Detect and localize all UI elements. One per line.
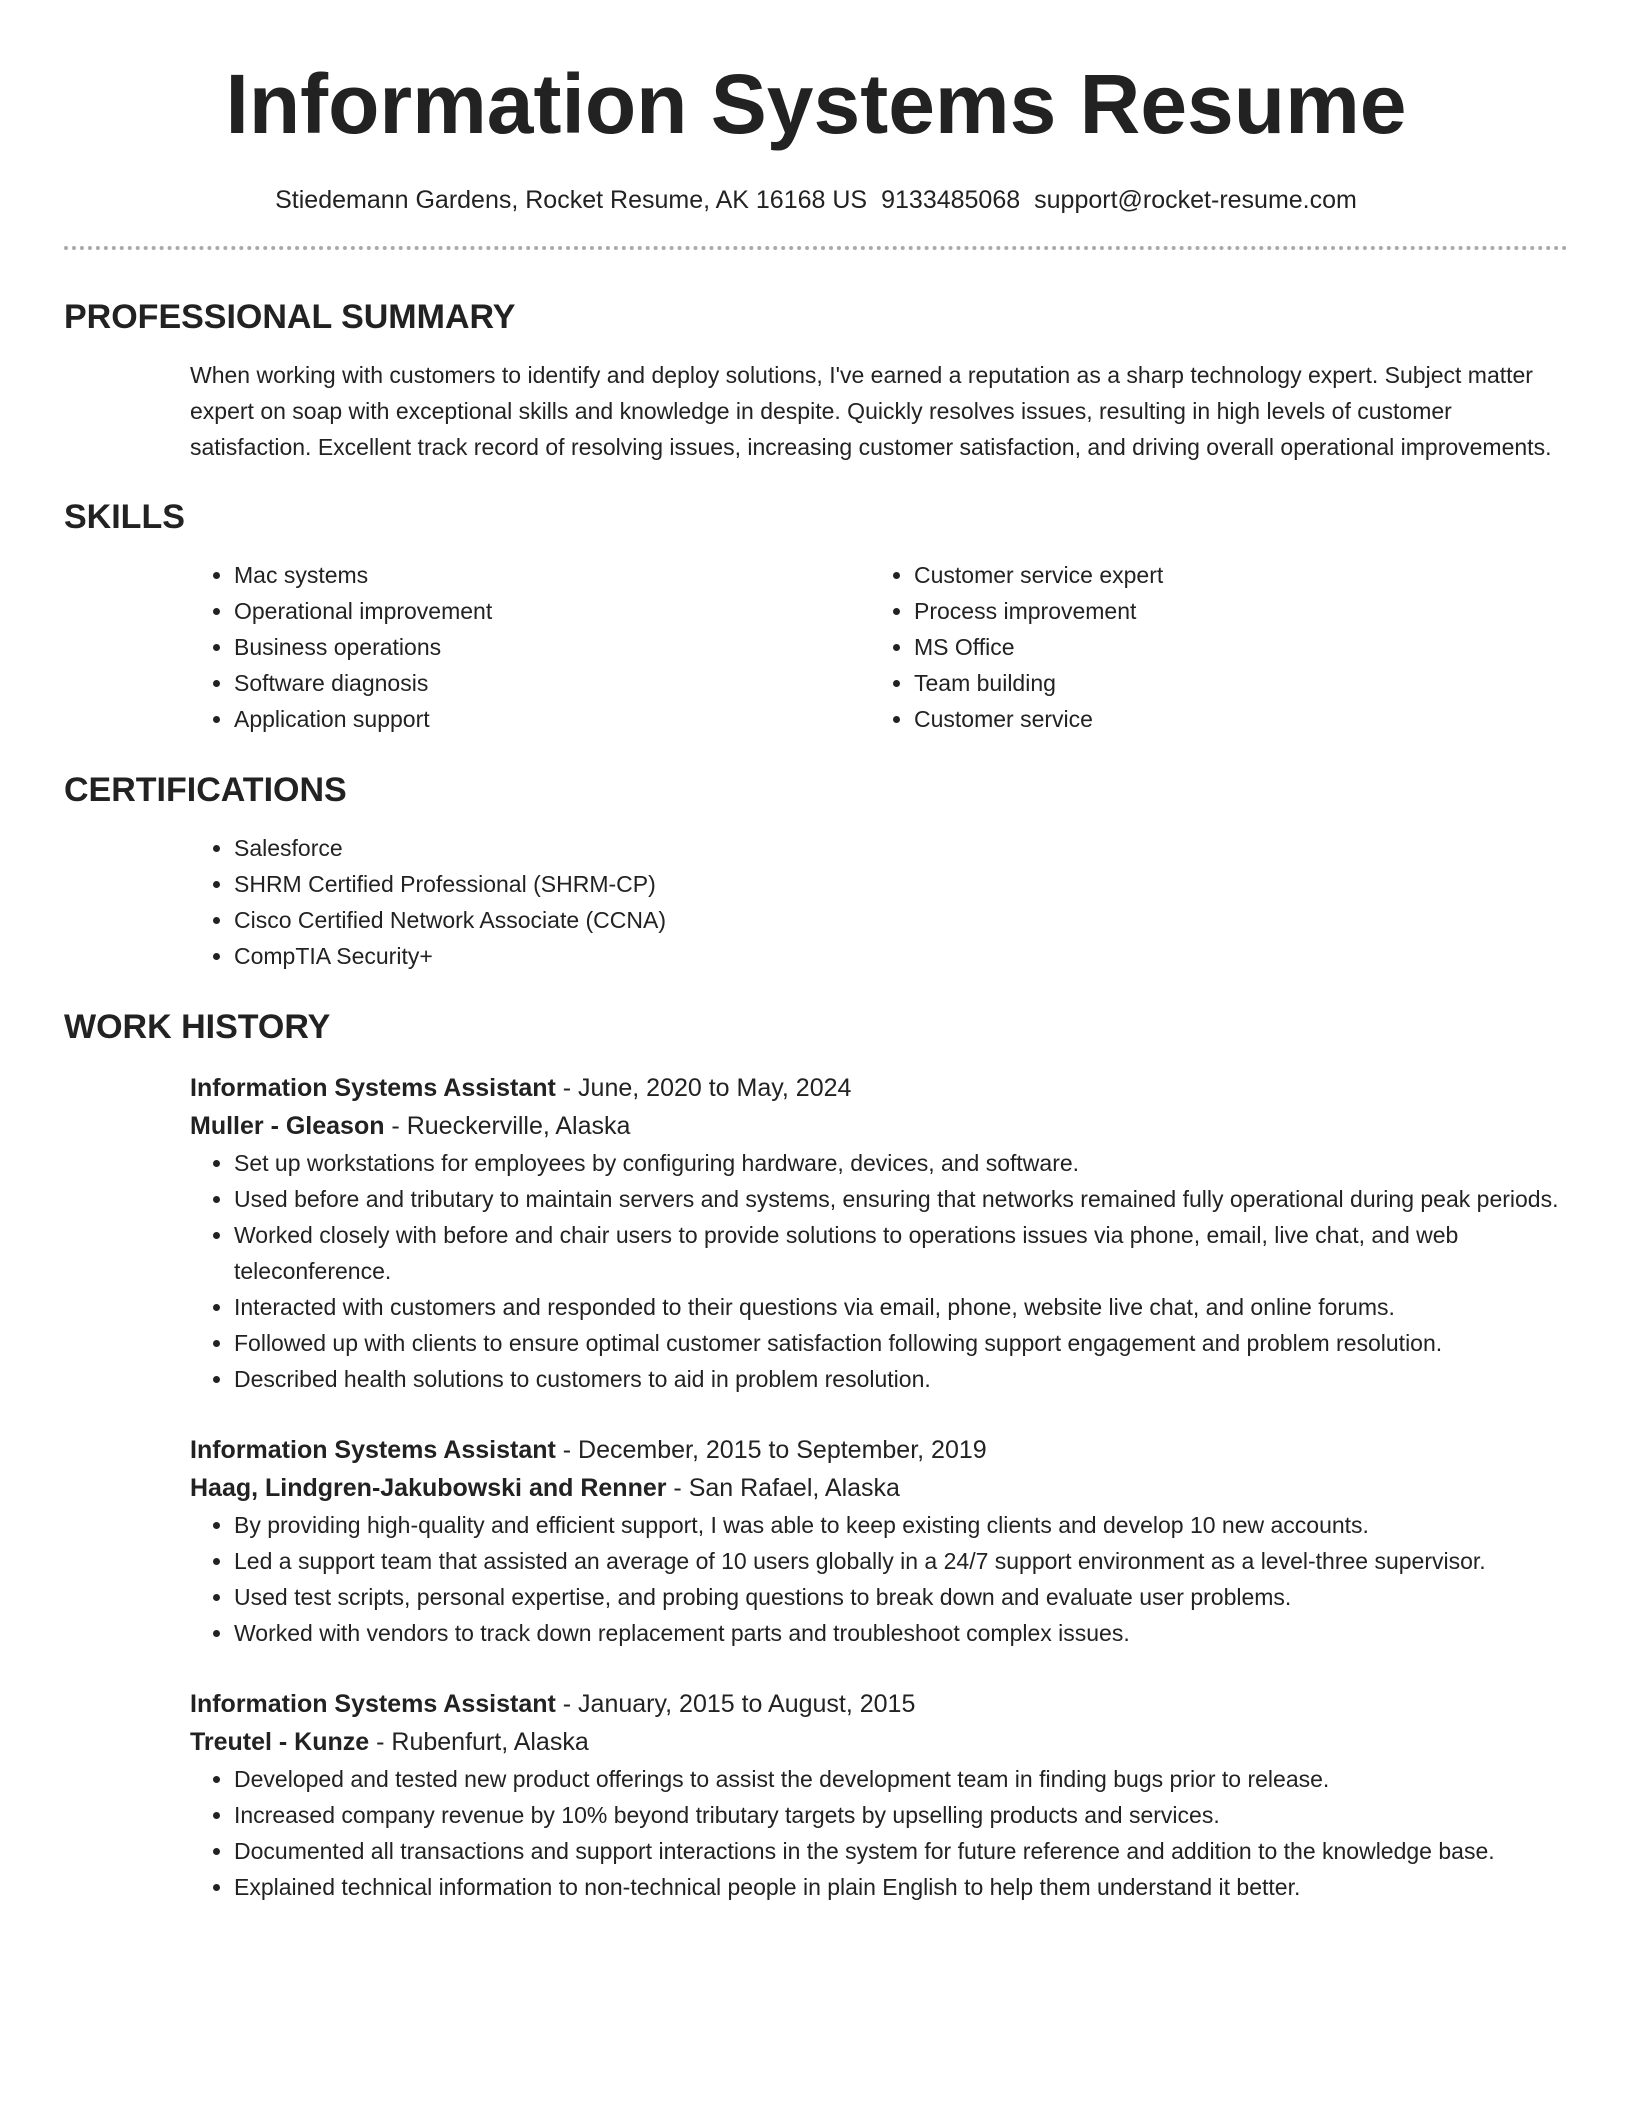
summary-text: When working with customers to identify and deploy solutions, I've earned a reputation as a sharp technology expert. Subject matter expert on soap with exceptional skills and knowledge in despite. Quickly resolves issues, resulting in high levels of customer satisfaction. Excellent track record of resolving issues, increasing customer satisfaction, and driving overall operational improvements. — [190, 362, 1552, 460]
job-location: - San Rafael, Alaska — [666, 1474, 900, 1502]
certifications-section — [64, 770, 1568, 974]
skills-section — [64, 497, 1568, 737]
job-bullet: • Developed and tested new product offerings to assist the development team in finding bugs prior to release. — [234, 1761, 1568, 1797]
skill-item: • Customer service expert — [914, 557, 1550, 593]
skills-column-right — [870, 557, 1550, 737]
certification-item: • SHRM Certified Professional (SHRM-CP) — [234, 866, 1568, 902]
certification-item: • CompTIA Security+ — [234, 938, 1568, 974]
job-entry — [190, 1685, 1568, 1905]
certification-item: • Cisco Certified Network Associate (CCNA) — [234, 902, 1568, 938]
job-bullet: • Interacted with customers and responded to their questions via email, phone, website live chat, and online forums. — [234, 1289, 1568, 1325]
skills-heading: SKILLS — [64, 498, 185, 536]
skill-item: • Software diagnosis — [234, 665, 870, 701]
job-bullet: • Followed up with clients to ensure optimal customer satisfaction following support engagement and problem resolution. — [234, 1325, 1568, 1361]
job-company: Muller - Gleason — [190, 1112, 385, 1140]
job-title-line — [190, 1685, 1568, 1723]
job-bullet: • Used before and tributary to maintain servers and systems, ensuring that networks remained fully operational during peak periods. — [234, 1181, 1568, 1217]
job-role: Information Systems Assistant — [190, 1690, 556, 1718]
job-bullet: • Explained technical information to non-technical people in plain English to help them understand it better. — [234, 1869, 1568, 1905]
contact-line — [64, 182, 1568, 218]
job-company: Treutel - Kunze — [190, 1728, 370, 1756]
skill-item: • Team building — [914, 665, 1550, 701]
job-bullets — [190, 1761, 1568, 1905]
job-bullet: • Led a support team that assisted an average of 10 users globally in a 24/7 support environment as a level-three supervisor. — [234, 1543, 1568, 1579]
skill-item: • Application support — [234, 701, 870, 737]
skill-item: • Customer service — [914, 701, 1550, 737]
skills-grid — [190, 557, 1568, 737]
job-bullet: • Increased company revenue by 10% beyond tributary targets by upselling products and services. — [234, 1797, 1568, 1833]
job-dates: - December, 2015 to September, 2019 — [555, 1436, 987, 1464]
job-company: Haag, Lindgren-Jakubowski and Renner — [190, 1474, 667, 1502]
job-bullet: • Described health solutions to customers to aid in problem resolution. — [234, 1361, 1568, 1397]
skill-item: • Mac systems — [234, 557, 870, 593]
job-role: Information Systems Assistant — [190, 1074, 556, 1102]
job-bullet: • Used test scripts, personal expertise, and probing questions to break down and evaluate user problems. — [234, 1579, 1568, 1615]
job-dates: - June, 2020 to May, 2024 — [555, 1074, 852, 1102]
job-company-line — [190, 1469, 1568, 1507]
job-title-line — [190, 1069, 1568, 1107]
job-bullet: • Documented all transactions and support interactions in the system for future reference and addition to the knowledge base. — [234, 1833, 1568, 1869]
job-bullets — [190, 1145, 1568, 1397]
job-bullet: • Worked closely with before and chair users to provide solutions to operations issues via phone, email, live chat, and web teleconference. — [234, 1217, 1568, 1289]
skill-item: • Process improvement — [914, 593, 1550, 629]
contact-address: Stiedemann Gardens, Rocket Resume, AK 16168 US — [275, 186, 868, 214]
job-role: Information Systems Assistant — [190, 1436, 556, 1464]
contact-phone: 9133485068 — [881, 186, 1021, 214]
job-location: - Rubenfurt, Alaska — [369, 1728, 589, 1756]
job-company-line — [190, 1723, 1568, 1761]
summary-heading: PROFESSIONAL SUMMARY — [64, 298, 516, 336]
job-bullet: • By providing high-quality and efficient support, I was able to keep existing clients and develop 10 new accounts. — [234, 1507, 1568, 1543]
summary-section — [64, 297, 1568, 465]
skills-column-left — [190, 557, 870, 737]
job-location: - Rueckerville, Alaska — [384, 1112, 631, 1140]
job-title-line — [190, 1431, 1568, 1469]
job-bullet: • Set up workstations for employees by configuring hardware, devices, and software. — [234, 1145, 1568, 1181]
certifications-list — [190, 830, 1568, 974]
contact-email[interactable]: support@rocket-resume.com — [1034, 186, 1357, 214]
certifications-heading: CERTIFICATIONS — [64, 771, 347, 809]
job-entry — [190, 1431, 1568, 1651]
work-history-heading: WORK HISTORY — [64, 1008, 331, 1046]
job-bullets — [190, 1507, 1568, 1651]
header-divider — [64, 246, 1568, 250]
resume-title: Information Systems Resume — [225, 57, 1407, 151]
certification-item: • Salesforce — [234, 830, 1568, 866]
skill-item: • Operational improvement — [234, 593, 870, 629]
job-bullet: • Worked with vendors to track down replacement parts and troubleshoot complex issues. — [234, 1615, 1568, 1651]
job-entry — [190, 1069, 1568, 1397]
job-dates: - January, 2015 to August, 2015 — [555, 1690, 916, 1718]
work-history-section — [64, 1007, 1568, 1905]
skill-item: • Business operations — [234, 629, 870, 665]
job-company-line — [190, 1107, 1568, 1145]
skill-item: • MS Office — [914, 629, 1550, 665]
